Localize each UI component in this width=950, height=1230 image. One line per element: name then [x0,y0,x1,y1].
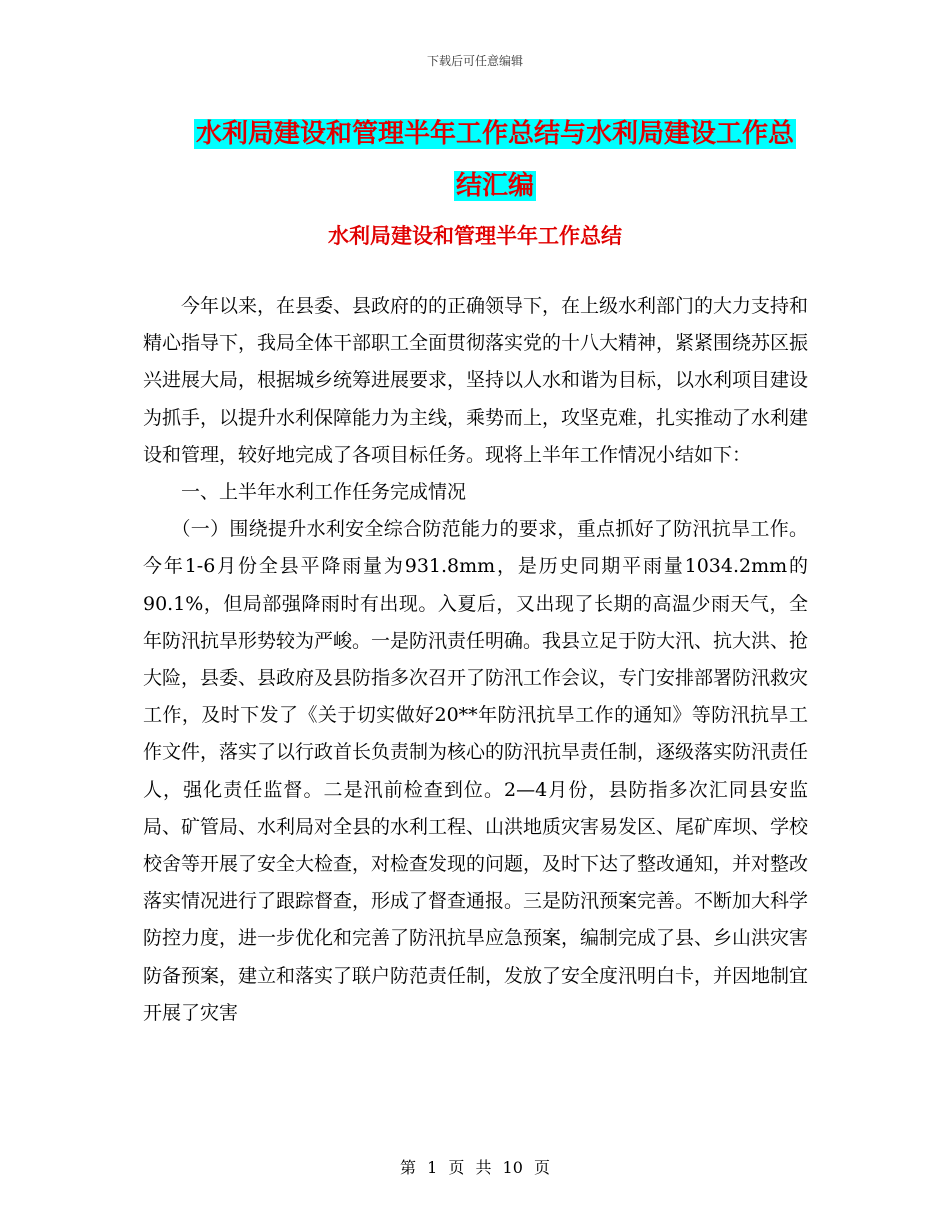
page-footer: 第 1 页 共 10 页 [400,1158,550,1177]
title-line-2: 结汇编 [455,171,534,201]
document-body [143,288,808,1032]
section-title: 水利局建设和管理半年工作总结 [328,223,622,248]
document-title [185,108,805,212]
heading-section-1: 一、上半年水利工作任务完成情况 [181,481,467,504]
header-note: 下载后可任意编辑 [426,54,523,68]
paragraph-flood-control: （一）围绕提升水利安全综合防范能力的要求，重点抓好了防汛抗旱工作。今年1-6月份全县平降雨量为931.8mm，是历史同期平雨量1034.2mm的90.1%，但局部强降雨时有出现。入夏后，又出现了长期的高温少雨天气，全年防汛抗旱形势较为严峻。一是防汛责任明确。我县立足于防大汛、抗大洪、抢大险，县委、县政府及县防指多次召开了防汛工作会议，专门安排部署防汛救灾工作，及时下发了《关于切实做好20**年防汛抗旱工作的通知》等防汛抗旱工作文件，落实了以行政首长负责制为核心的防汛抗旱责任制，逐级落实防汛责任人，强化责任监督。二是汛前检查到位。2—4月份，县防指多次汇同县安监局、矿管局、水利局对全县的水利工程、山洪地质灾害易发区、尾矿库坝、学校校舍等开展了安全大检查，对检查发现的问题，及时下达了整改通知，并对整改落实情况进行了跟踪督查，形成了督查通报。三是防汛预案完善。不断加大科学防控力度，进一步优化和完善了防汛抗旱应急预案，编制完成了县、乡山洪灾害防备预案，建立和落实了联户防范责任制，发放了安全度汛明白卡，并因地制宜开展了灾害 [143,518,809,1024]
title-line-1: 水利局建设和管理半年工作总结与水利局建设工作总 [195,119,794,149]
paragraph-intro: 今年以来，在县委、县政府的的正确领导下，在上级水利部门的大力支持和精心指导下，我局全体干部职工全面贯彻落实党的十八大精神，紧紧围绕苏区振兴进展大局，根据城乡统筹进展要求，坚持以人水和谐为目标，以水利项目建设为抓手，以提升水利保障能力为主线，乘势而上，攻坚克难，扎实推动了水利建设和管理，较好地完成了各项目标任务。现将上半年工作情况小结如下： [143,295,809,466]
